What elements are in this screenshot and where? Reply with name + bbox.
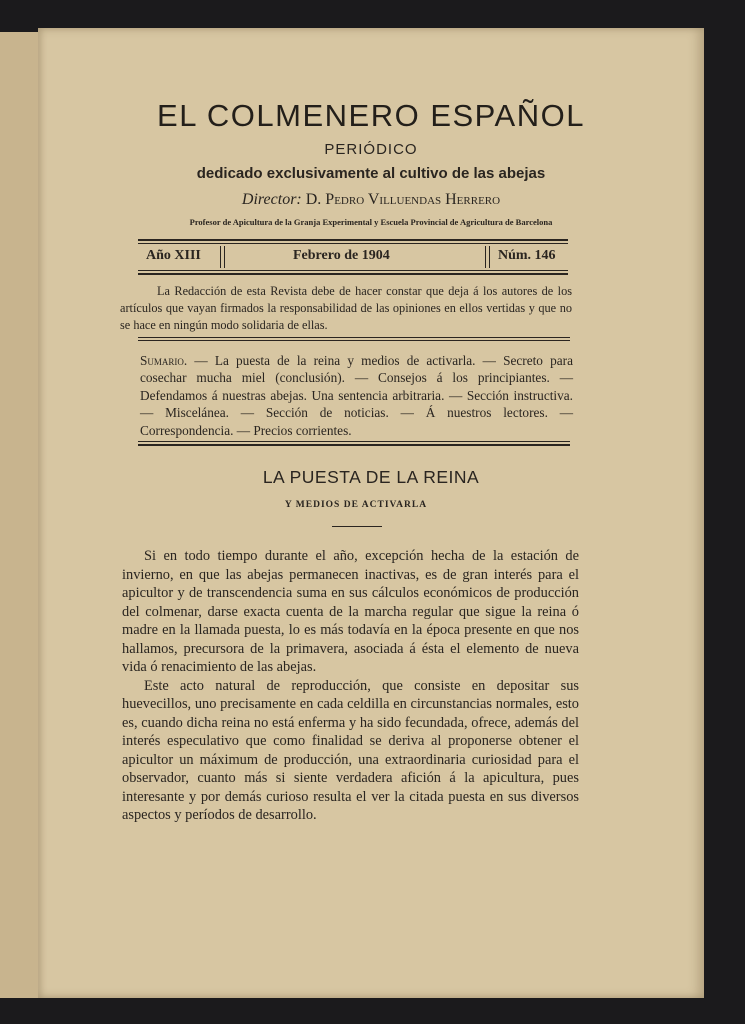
- notice-rule: [138, 337, 570, 338]
- journal-page: [38, 28, 704, 998]
- title-divider: [332, 526, 382, 527]
- info-rule-thin: [138, 270, 568, 271]
- issue-separator: [220, 246, 225, 268]
- summary-rule: [138, 441, 570, 442]
- director-role: Profesor de Apicultura de la Granja Experimental y Escuela Provincial de Agricultura de Barcelona: [189, 217, 553, 227]
- header-rule-top-thin: [138, 243, 568, 244]
- issue-date: Febrero de 1904: [293, 248, 390, 263]
- header-rule-top: [138, 239, 568, 241]
- director-line: [38, 191, 704, 209]
- journal-title: EL COLMENERO ESPAÑOL: [157, 98, 585, 133]
- issue-separator: [485, 246, 490, 268]
- notice-text: La Redacción de esta Revista debe de hacer constar que deja á los autores de los artículos que vayan firmados la responsabilidad de las opiniones en ellos vertidas y que no se hace en ningún modo solidaria de ellas.: [120, 284, 572, 332]
- director-label: Director:: [241, 191, 302, 208]
- issue-year: Año XIII: [146, 248, 201, 263]
- journal-subtitle: PERIÓDICO: [324, 141, 418, 158]
- article-title: LA PUESTA DE LA REINA: [262, 467, 480, 487]
- summary-text: — La puesta de la reina y medios de activarla. — Secreto para cosechar mucha miel (conclusión). — Consejos á los principiantes. — Defendamos á nuestras abejas. Una sentencia arbitraria. — Sección instructiva. — Miscelánea. — Sección de noticias. — Á nuestros lectores. — Correspondencia. — Precios corrientes.: [140, 353, 573, 438]
- info-rule-bottom: [138, 273, 568, 275]
- issue-info-bar: [138, 246, 568, 268]
- issue-number: Núm. 146: [498, 248, 556, 263]
- summary-rule-double: [138, 444, 570, 446]
- notice-rule-double: [138, 340, 570, 341]
- article-body: [122, 547, 579, 825]
- article-subtitle: Y MEDIOS DE ACTIVARLA: [284, 500, 428, 510]
- summary-block: [140, 352, 573, 439]
- journal-tagline: dedicado exclusivamente al cultivo de las abejas: [196, 165, 546, 182]
- editorial-notice: [120, 283, 572, 334]
- article-paragraph: Este acto natural de reproducción, que consiste en depositar sus huevecillos, uno precisamente en cada celdilla en circunstancias normales, esto es, cuando dicha reina no está enferma y ha sido fecundada, ofrece, además del interés especulativo que como finalidad se deriva al proponerse obtener el apicultor un máximum de producción, una extraordinaria curiosidad para el observador, cuanto más si siente verdadera afición á la apicultura, pues interesante y por demás curioso resulta el ver la citada puesta en sus diversos aspectos y períodos de desarrollo.: [122, 677, 579, 823]
- facing-page-edge: [0, 32, 39, 998]
- director-name: D. Pedro Villuendas Herrero: [305, 191, 501, 208]
- article-paragraph: Si en todo tiempo durante el año, excepción hecha de la estación de invierno, en que las abejas permanecen inactivas, es de gran interés para el apicultor y de transcendencia suma en sus cálculos económicos de producción del colmenar, darse exacta cuenta de la marcha regular que sigue la reina ó madre en la llamada puesta, lo es más todavía en la época presente en que nos hallamos, precursora de la primavera, asociada á ésta el elemento de nueva vida ó renacimiento de las abejas.: [122, 548, 579, 675]
- summary-label: Sumario.: [140, 353, 188, 368]
